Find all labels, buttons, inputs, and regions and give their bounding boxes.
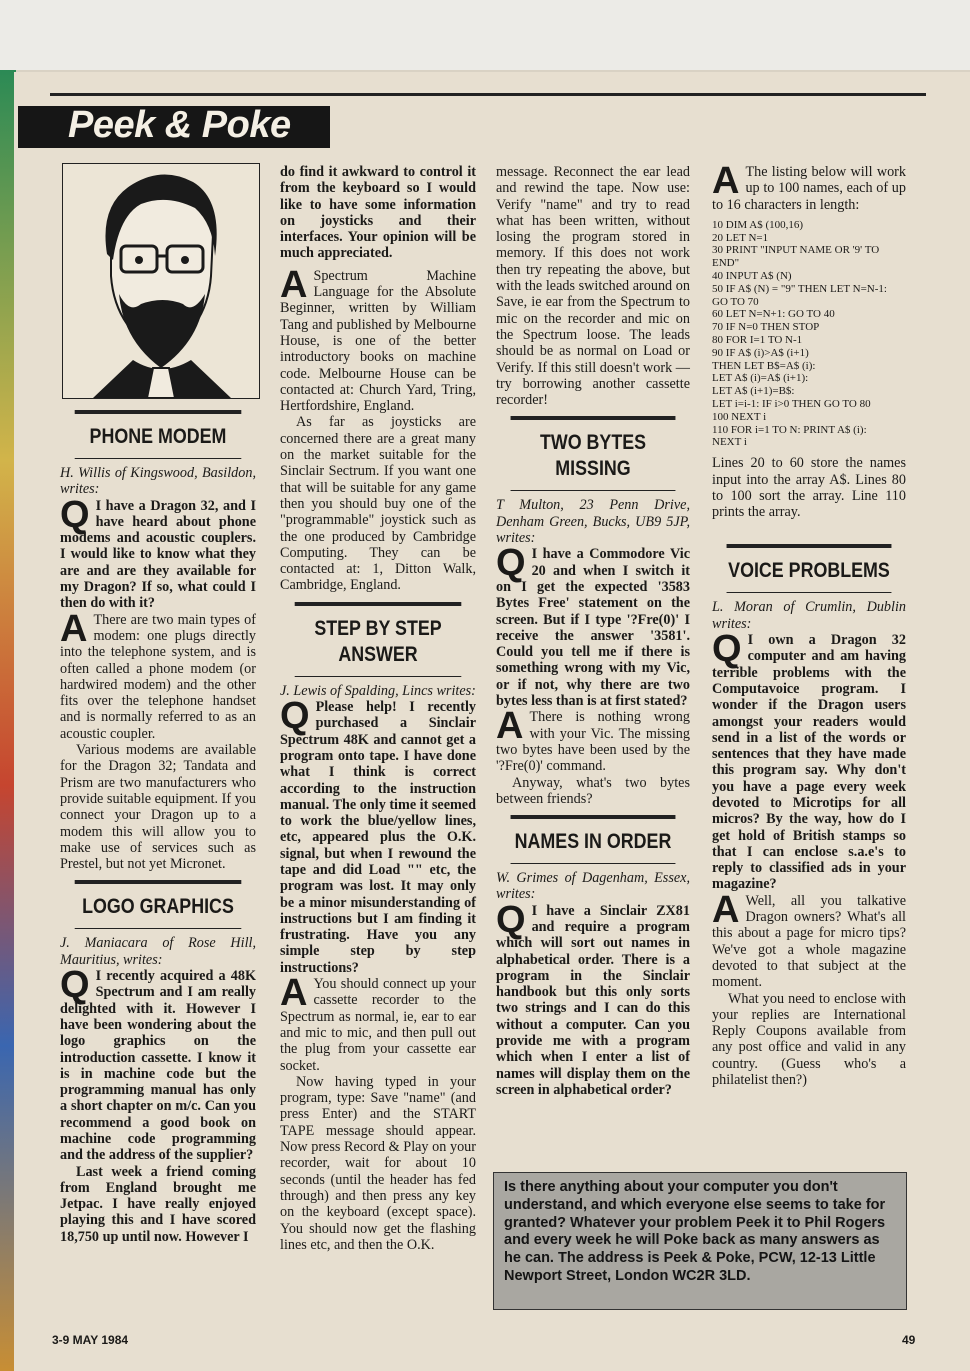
heading-logo-graphics: LOGO GRAPHICS xyxy=(75,880,242,929)
listing-line: 90 IF A$ (i)>A$ (i+1) xyxy=(712,346,809,359)
question: Q Please help! I recently purchased a Sinclair Spectrum 48K and cannot get a program onto tape. I have done what I think is correct according to the instruction manual. The only time it seemed to work the blue/yellow lines, etc, appeared plus the O.K. signal, but when I rewound the tape and did Load "" etc, the program was lost. It may only be a minor misunderstanding of instructions but I am finding it frustrating. Have you any simple step by step instructions? xyxy=(280,695,476,976)
drop-cap-a: A xyxy=(712,160,740,202)
listing-line: 10 DIM A$ (100,16) xyxy=(712,218,804,231)
drop-cap-a: A xyxy=(60,607,88,650)
heading-two-bytes-missing: TWO BYTES MISSING xyxy=(511,416,676,491)
drop-cap-a: A xyxy=(280,263,308,306)
portrait-illustration xyxy=(63,164,259,398)
answer: A The listing below will work up to 100 names, each of up to 16 characters in length: xyxy=(712,160,906,213)
heading-voice-problems: VOICE PROBLEMS xyxy=(727,544,892,593)
byline: J. Maniacara of Rose Hill, Mauritius, writes: xyxy=(60,935,256,968)
column-2 xyxy=(280,164,476,1253)
byline: H. Willis of Kingswood, Basildon, writes: xyxy=(60,465,256,498)
answer: A There is nothing wrong with your Vic. The missing two bytes have been used by the '?Fre(0)' command. xyxy=(496,705,690,775)
byline: L. Moran of Crumlin, Dublin writes: xyxy=(712,599,906,632)
answer: A Spectrum Machine Language for the Absolute Beginner, written by William Tang and published by Melbourne House, is one of the better introductory books on machine code. Melbourne House can be contacted at: Church Yard, Tring, Hertfordshire, England. xyxy=(280,263,476,415)
page-number: 49 xyxy=(902,1333,916,1347)
drop-cap-q: Q xyxy=(712,628,742,671)
scan-background xyxy=(0,0,970,70)
answer: A You should connect up your cassette recorder to the Spectrum as normal, ie, ear to ear and mic to mic, and then pull out the plug from your cassette ear socket. xyxy=(280,972,476,1074)
drop-cap-a: A xyxy=(280,972,308,1015)
drop-cap-a: A xyxy=(712,888,740,931)
heading-step-by-step: STEP BY STEP ANSWER xyxy=(295,602,462,677)
byline: J. Lewis of Spalding, Lincs writes: xyxy=(280,682,476,699)
listing-line: 100 NEXT i xyxy=(712,410,767,423)
drop-cap-a: A xyxy=(496,705,524,748)
drop-cap-q: Q xyxy=(496,542,526,585)
program-listing xyxy=(712,219,906,449)
info-box-text: Is there anything about your computer you don't understand, and which everyone else seems to take for granted? Whatever your problem Peek it to Phil Rogers and every week he will Poke back as many answers as he can. The address is Peek & Poke, PCW, 12-13 Little Newport Street, London WC2R 3LD. xyxy=(504,1179,886,1284)
listing-line: GO TO 70 xyxy=(712,295,759,308)
listing-line: LET i=i-1: IF i>0 THEN GO TO 80 xyxy=(712,398,871,411)
drop-cap-q: Q xyxy=(496,898,526,941)
listing-line: 50 IF A$ (N) = "9" THEN LET N=N-1: xyxy=(712,282,887,295)
author-portrait xyxy=(62,163,260,399)
paragraph-continued: message. Reconnect the ear lead and rewind the tape. Now use: Verify "name" and try to read what has been written, without losing the program stored in memory. If this does not work then try repeating the above, but with the leads switched around on Save, ie ear from the Spectrum to mic on the recorder and mic on the Spectrum loose. The leads should be as normal on Load or Verify. If this still doesn't work — try borrowing another cassette recorder! xyxy=(496,164,690,409)
paragraph: Now having typed in your program, type: Save "name" (and press Enter) and the START TAPE message should appear. Now press Record & Play on your recorder, wait for about 10 seconds (until the header has fed through) and then press any key on the keyboard (except space). You should now get the flashing lines etc, and then the O.K. xyxy=(280,1073,476,1253)
paragraph: Lines 20 to 60 store the names input into the array A$. Lines 80 to 100 sort the array. Line 110 prints the array. xyxy=(712,455,906,521)
listing-line: 80 FOR I=1 TO N-1 xyxy=(712,334,803,347)
question: Q I own a Dragon 32 computer and am having terrible problems with the Computavoice program. I wonder if the Dragon users amongst your readers would send in a list of the words or sentences that they have made this program say. Why don't you have a page every week devoted to Microtips for all micros? By the way, how do I get hold of British stamps so that I can enclose s.a.e's to reply to classified ads in your magazine? xyxy=(712,628,906,893)
listing-line: LET A$ (i)=A$ (i+1): xyxy=(712,372,809,385)
drop-cap-q: Q xyxy=(60,964,90,1007)
issue-date: 3-9 MAY 1984 xyxy=(52,1333,129,1347)
listing-line: LET A$ (i+1)=B$: xyxy=(712,385,795,398)
question: Q I have a Commodore Vic 20 and when I switch it on I get the expected '3583 Bytes Free' statement on the screen. But if I type '?Fre(0)' I receive the answer '3581'. Could you tell me if there is something wrong with my Vic, or if not, why there are two bytes less than is at first stated? xyxy=(496,542,690,710)
byline: T Multon, 23 Penn Drive, Denham Green, Bucks, UB9 5JP, writes: xyxy=(496,497,690,547)
listing-line: 60 LET N=N+1: GO TO 40 xyxy=(712,308,835,321)
listing-line: 110 FOR i=1 TO N: PRINT A$ (i): xyxy=(712,423,867,436)
byline: W. Grimes of Dagenham, Essex, writes: xyxy=(496,870,690,903)
answer: A Well, all you talkative Dragon owners? What's all this about a page for micro tips? We've got a whole magazine devoted to that subject at the moment. xyxy=(712,888,906,991)
column-1 xyxy=(60,402,256,1245)
masthead-title: Peek & Poke xyxy=(68,104,291,146)
column-3 xyxy=(496,164,690,1098)
heading-names-in-order: NAMES IN ORDER xyxy=(511,815,676,864)
info-box xyxy=(493,1172,907,1310)
top-rule xyxy=(50,93,926,96)
listing-line: THEN LET B$=A$ (i): xyxy=(712,359,816,372)
question-continued: Last week a friend coming from England brought me Jetpac. I have really enjoyed playing this and I have scored 18,750 up until now. However I xyxy=(60,1163,256,1245)
listing-line: 70 IF N=0 THEN STOP xyxy=(712,321,820,334)
question: Q I have a Dragon 32, and I have heard about phone modems and acoustic couplers. I would like to know what they are and are they available for my Dragon? If so, what could I then do with it? xyxy=(60,493,256,612)
drop-cap-q: Q xyxy=(60,493,90,536)
drop-cap-q: Q xyxy=(280,695,310,738)
question-continued: do find it awkward to control it from the keyboard so I would like to have some information on joysticks and their interfaces. Your opinion will be much appreciated. xyxy=(280,164,476,262)
paragraph: Anyway, what's two bytes between friends? xyxy=(496,774,690,807)
paragraph: What you need to enclose with your replies are International Reply Coupons available from any post office and valid in any country. (Guess who's a philatelist then?) xyxy=(712,990,906,1089)
column-4 xyxy=(712,160,906,1089)
listing-line: 30 PRINT "INPUT NAME OR '9' TO END" xyxy=(712,244,880,270)
paragraph: As far as joysticks are concerned there are a great many on the market suitable for the Sinclair Sectrum. If you want one that will be suitable for any game then you should buy one of the "programmable" joystick such as the one produced by Cambridge Computing. They can be contacted at: 1, Ditton Walk, Cambridge, England. xyxy=(280,414,476,594)
question: Q I recently acquired a 48K Spectrum and I am really delighted with it. However I have been wondering about the logo graphics on the introduction cassette. I know it is in machine code but the programming manual has only a short chapter on m/c. Can you recommend a good book on machine code programming and the address of the supplier? xyxy=(60,964,256,1164)
listing-line: NEXT i xyxy=(712,436,747,449)
listing-line: 20 LET N=1 xyxy=(712,231,769,244)
paragraph: Various modems are available for the Dragon 32; Tandata and Prism are two manufacturers who provide suitable equipment. If you connect your Dragon up to a modem this will allow you to make use of services such as Prestel, but not yet Micronet. xyxy=(60,742,256,873)
heading-phone-modem: PHONE MODEM xyxy=(75,410,242,459)
answer: A There are two main types of modem: one plugs directly into the telephone system, and is often called a phone modem (or hardwired modem) and the other fits over the telephone handset and is normally referred to as an acoustic coupler. xyxy=(60,607,256,742)
listing-line: 40 INPUT A$ (N) xyxy=(712,270,792,283)
question: Q I have a Sinclair ZX81 and require a program which will sort out names in alphabetical order. There is a program in the Sinclair handbook but this only sorts two strings and I can do this without a computer. Can you provide me with a program which when I enter a list of names will display them on the screen in alphabetical order? xyxy=(496,898,690,1098)
